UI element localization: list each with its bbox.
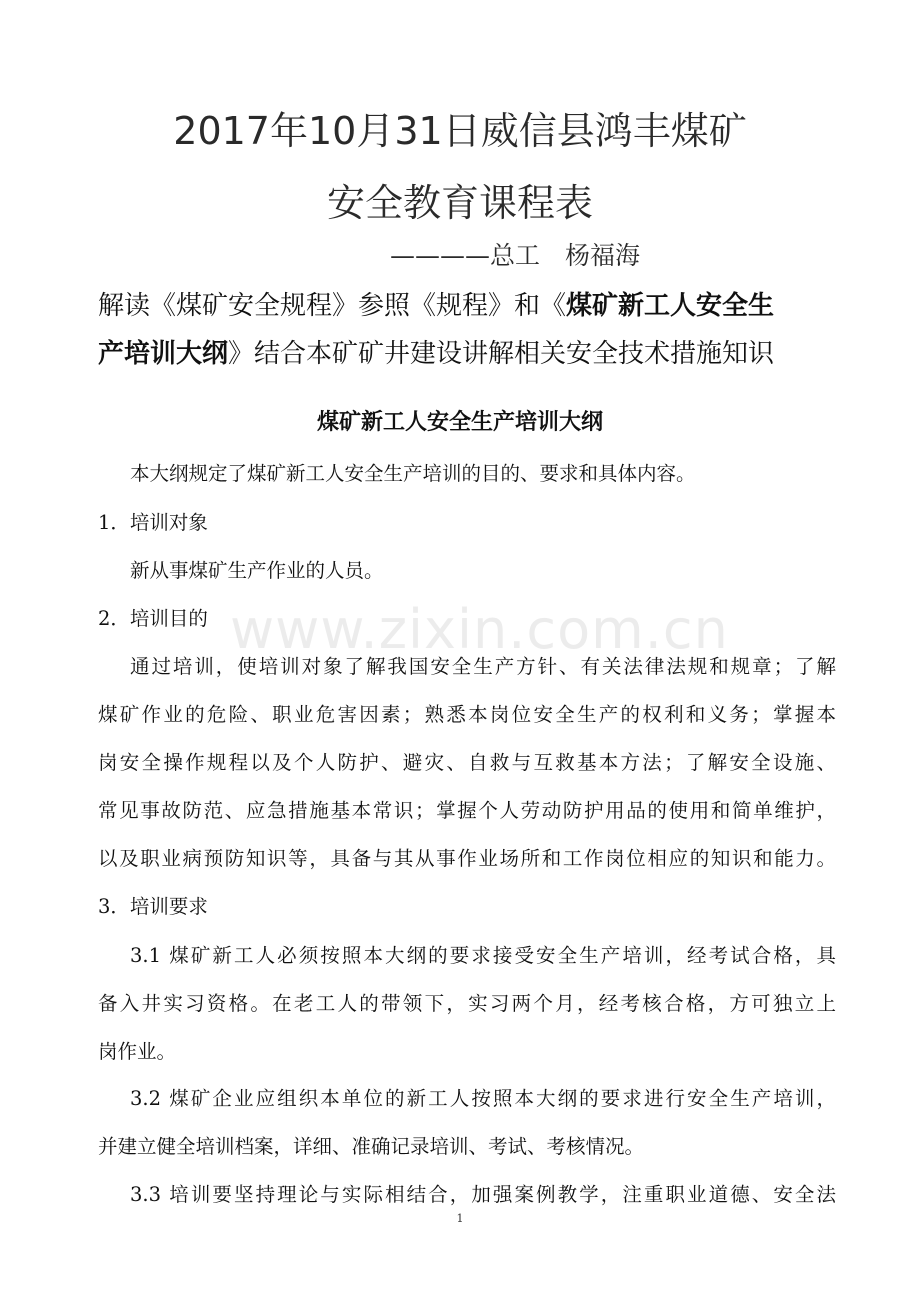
body-line: 3.3 培训要坚持理论与实际相结合，加强案例教学，注重职业道德、安全法 (130, 1183, 836, 1206)
page-number: 1 (456, 1212, 464, 1225)
body-line: 岗安全操作规程以及个人防护、避灾、自救与互救基本方法；了解安全设施、 (98, 751, 836, 774)
body-line: 3.1 煤矿新工人必须按照本大纲的要求接受安全生产培训，经考试合格，具 (130, 944, 836, 967)
body-line: 常见事故防范、应急措施基本常识；掌握个人劳动防护用品的使用和简单维护， (98, 799, 836, 822)
body-line: 岗作业。 (98, 1040, 177, 1063)
author-signature: ————总工 杨福海 (390, 241, 641, 270)
intro-text: 解读《煤矿安全规程》参照《规程》和《 (98, 291, 567, 321)
body-line: 本大纲规定了煤矿新工人安全生产培训的目的、要求和具体内容。 (130, 462, 696, 485)
body-line: 新从事煤矿生产作业的人员。 (130, 559, 384, 582)
body-line: 煤矿作业的危险、职业危害因素；熟悉本岗位安全生产的权利和义务；掌握本 (98, 703, 836, 726)
watermark: www.zixin.com.cn (230, 598, 729, 661)
section-label: 2．培训目的 (98, 607, 208, 630)
title-line-1: 2017年10月31日威信县鸿丰煤矿 (173, 109, 747, 153)
body-line: 备入井实习资格。在老工人的带领下，实习两个月，经考核合格，方可独立上 (98, 992, 836, 1015)
body-line: 以及职业病预防知识等，具备与其从事作业场所和工作岗位相应的知识和能力。 (98, 847, 836, 870)
intro-text: 》结合本矿矿井建设讲解相关安全技术措施知识 (228, 339, 775, 369)
section-label: 1．培训对象 (98, 511, 208, 534)
intro-bold-text: 煤矿新工人安全生 (566, 291, 775, 321)
body-line: 3.2 煤矿企业应组织本单位的新工人按照本大纲的要求进行安全生产培训， (130, 1087, 836, 1110)
section-heading: 煤矿新工人安全生产培训大纲 (316, 409, 603, 435)
intro-line-1 (98, 285, 774, 322)
body-line: 并建立健全培训档案，详细、准确记录培训、考试、考核情况。 (98, 1135, 645, 1158)
title-line-2: 安全教育课程表 (326, 181, 593, 225)
intro-line-2 (98, 333, 774, 370)
intro-bold-text: 产培训大纲 (98, 339, 229, 369)
section-label: 3．培训要求 (98, 895, 208, 918)
body-line: 通过培训，使培训对象了解我国安全生产方针、有关法律法规和规章；了解 (130, 655, 836, 678)
